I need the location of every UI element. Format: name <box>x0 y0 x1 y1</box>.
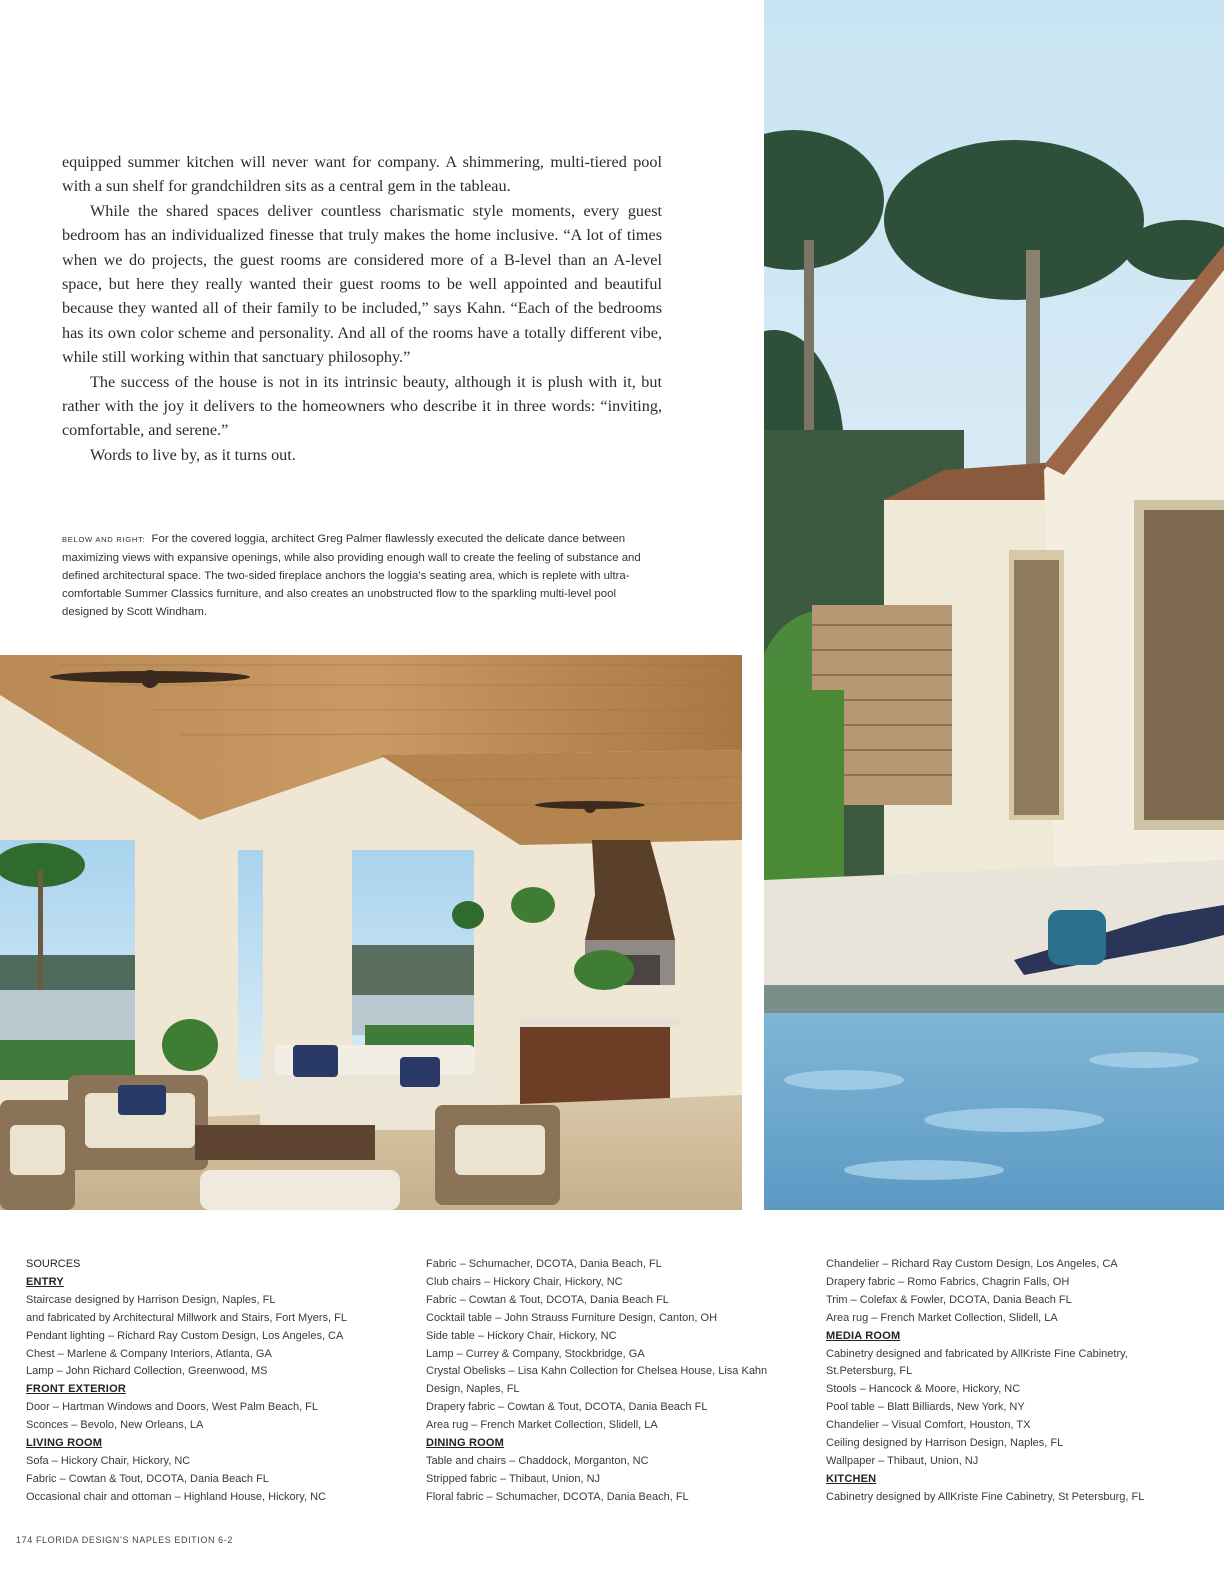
article-paragraph: While the shared spaces deliver countless charismatic style moments, every guest bedroom has an individualized finesse that truly makes the home inclusive. “A lot of times when we do projects, the guest rooms are considered more of a B-level than an A-level space, but here they really wanted their guest rooms to be well appointed and beautiful because they wanted all of their family to be included,” says Kahn. “Each of the bedrooms has its own color scheme and personality. And all of the rooms have a totally different vibe, while still working within that sanctuary philosophy.” <box>62 201 662 367</box>
source-item: Drapery fabric – Cowtan & Tout, DCOTA, Dania Beach FL <box>426 1401 708 1414</box>
source-item: Wallpaper – Thibaut, Union, NJ <box>826 1454 979 1467</box>
source-item: Sconces – Bevolo, New Orleans, LA <box>26 1419 204 1432</box>
caption-lead: BELOW AND RIGHT: <box>62 535 146 544</box>
source-item: Stools – Hancock & Moore, Hickory, NC <box>826 1383 1021 1396</box>
source-item: and fabricated by Architectural Millwork and Stairs, Fort Myers, FL <box>26 1311 347 1324</box>
sources-title: SOURCES <box>26 1258 81 1270</box>
source-item: Table and chairs – Chaddock, Morganton, NC <box>426 1454 649 1467</box>
article-paragraph: equipped summer kitchen will never want for company. A shimmering, multi-tiered pool with a sun shelf for grandchildren sits as a central gem in the tableau. <box>62 153 662 196</box>
source-item: Club chairs – Hickory Chair, Hickory, NC <box>426 1275 623 1288</box>
article-paragraph: The success of the house is not in its intrinsic beauty, although it is plush with it, but rather with the joy it delivers to the homeowners who describe it in three words: “inviting, comfortable, and serene.” <box>62 372 662 440</box>
source-item: Sofa – Hickory Chair, Hickory, NC <box>26 1454 191 1467</box>
article-paragraph: Words to live by, as it turns out. <box>90 445 296 464</box>
loggia-photo <box>0 655 742 1210</box>
photo-caption <box>62 530 652 621</box>
source-item: Fabric – Cowtan & Tout, DCOTA, Dania Beach FL <box>426 1293 669 1306</box>
source-item: Crystal Obelisks – Lisa Kahn Collection for Chelsea House, Lisa Kahn <box>426 1365 768 1378</box>
source-item: Fabric – Schumacher, DCOTA, Dania Beach, FL <box>426 1258 662 1270</box>
source-item: Area rug – French Market Collection, Slidell, LA <box>426 1419 658 1432</box>
sources-column-2 <box>426 1256 826 1507</box>
source-heading: DINING ROOM <box>426 1437 504 1450</box>
caption-text: For the covered loggia, architect Greg Palmer flawlessly executed the delicate dance between maximizing views with expansive openings, while also providing enough wall to create the feeling of substance and defined architectural space. The two-sided fireplace anchors the loggia’s seating area, which is replete with ultra-comfortable Summer Classics furniture, and also creates an unobstructed flow to the sparkling multi-level pool designed by Scott Windham. <box>62 533 641 618</box>
source-item: Pendant lighting – Richard Ray Custom Design, Los Angeles, CA <box>26 1329 344 1342</box>
source-item: Lamp – Currey & Company, Stockbridge, GA <box>426 1347 645 1360</box>
source-heading: KITCHEN <box>826 1472 877 1485</box>
source-item: Cocktail table – John Strauss Furniture Design, Canton, OH <box>426 1311 718 1324</box>
source-item: Ceiling designed by Harrison Design, Naples, FL <box>826 1437 1064 1450</box>
source-item: Area rug – French Market Collection, Slidell, LA <box>826 1311 1058 1324</box>
source-heading: ENTRY <box>26 1275 64 1288</box>
publication-name: FLORIDA DESIGN’S NAPLES EDITION 6-2 <box>35 1535 233 1545</box>
source-item: Drapery fabric – Romo Fabrics, Chagrin Falls, OH <box>826 1275 1070 1288</box>
source-item: Door – Hartman Windows and Doors, West Palm Beach, FL <box>26 1401 319 1414</box>
article-body <box>62 150 662 467</box>
source-item: Floral fabric – Schumacher, DCOTA, Dania Beach, FL <box>426 1490 689 1503</box>
source-item: Occasional chair and ottoman – Highland House, Hickory, NC <box>26 1490 326 1503</box>
source-item: Chandelier – Richard Ray Custom Design, Los Angeles, CA <box>826 1258 1118 1270</box>
source-item: Fabric – Cowtan & Tout, DCOTA, Dania Beach FL <box>26 1472 269 1485</box>
source-item: Lamp – John Richard Collection, Greenwood, MS <box>26 1365 268 1378</box>
source-item: St.Petersburg, FL <box>826 1365 913 1378</box>
sources-column-3 <box>826 1256 1206 1507</box>
source-item: Cabinetry designed and fabricated by AllKriste Fine Cabinetry, <box>826 1347 1128 1360</box>
source-item: Stripped fabric – Thibaut, Union, NJ <box>426 1472 601 1485</box>
page-number: 174 <box>16 1535 33 1545</box>
source-item: Chest – Marlene & Company Interiors, Atlanta, GA <box>26 1347 272 1360</box>
source-heading: FRONT EXTERIOR <box>26 1383 126 1396</box>
source-heading: MEDIA ROOM <box>826 1329 901 1342</box>
sources-section <box>26 1256 1206 1507</box>
source-item: Side table – Hickory Chair, Hickory, NC <box>426 1329 617 1342</box>
source-item: Chandelier – Visual Comfort, Houston, TX <box>826 1419 1031 1432</box>
pool-exterior-photo <box>764 0 1224 1210</box>
source-item: Pool table – Blatt Billiards, New York, NY <box>826 1401 1025 1414</box>
source-item: Cabinetry designed by AllKriste Fine Cabinetry, St Petersburg, FL <box>826 1490 1145 1503</box>
source-item: Staircase designed by Harrison Design, Naples, FL <box>26 1293 276 1306</box>
sources-column-1 <box>26 1256 426 1507</box>
source-item: Design, Naples, FL <box>426 1383 520 1396</box>
source-item: Trim – Colefax & Fowler, DCOTA, Dania Beach FL <box>826 1293 1072 1306</box>
page-footer <box>16 1535 233 1545</box>
source-heading: LIVING ROOM <box>26 1437 103 1450</box>
